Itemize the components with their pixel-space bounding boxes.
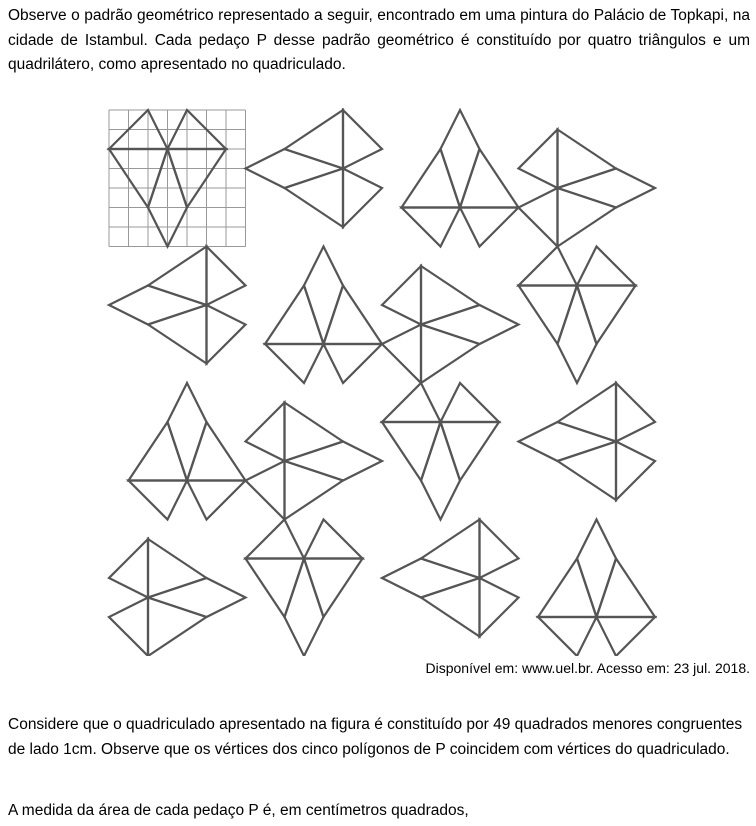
piece-triangle — [382, 383, 441, 422]
piece-triangle — [285, 403, 344, 462]
piece-triangle — [129, 481, 188, 520]
piece-triangle — [343, 110, 382, 169]
piece-triangle — [460, 149, 519, 208]
piece-quadrilateral — [421, 305, 519, 344]
piece-triangle — [187, 422, 246, 481]
piece-triangle — [324, 286, 383, 345]
piece-triangle — [402, 149, 461, 208]
piece-triangle — [246, 559, 305, 618]
piece-triangle — [480, 520, 519, 579]
geometric-pattern — [109, 110, 655, 656]
piece-triangle — [558, 188, 617, 247]
piece-triangle — [597, 559, 656, 618]
piece-triangle — [616, 383, 655, 442]
piece-triangle — [109, 149, 168, 208]
piece-triangle — [168, 149, 227, 208]
piece-triangle — [577, 247, 636, 286]
piece-quadrilateral — [519, 422, 617, 461]
piece-triangle — [343, 169, 382, 228]
piece-triangle — [246, 461, 285, 520]
piece-quadrilateral — [285, 442, 383, 481]
piece-triangle — [207, 247, 246, 306]
piece-triangle — [382, 266, 421, 325]
piece-triangle — [441, 383, 500, 422]
piece-triangle — [207, 305, 246, 364]
piece-triangle — [304, 520, 363, 559]
piece-quadrilateral — [441, 110, 480, 208]
question-text: A medida da área de cada pedaço P é, em centímetros quadrados, — [8, 802, 469, 819]
piece-triangle — [304, 559, 363, 618]
intro-paragraph: Observe o padrão geométrico representado a seguir, encontrado em uma pintura do Palácio de Topkapi, na cidade de Istambul. Cada pedaço P desse padrão geométrico é constituído por quatro triângulos e um quadrilátero, como apresentado no quadriculado. — [8, 7, 750, 73]
problem-statement: Considere que o quadriculado apresentado na figura é constituído por 49 quadrados menores congruentes de lado 1cm. Observe que os vértices dos cinco polígonos de P coincidem com vértices do quadriculado. — [8, 716, 743, 758]
piece-triangle — [246, 403, 285, 462]
piece-triangle — [421, 578, 480, 637]
piece-triangle — [519, 286, 578, 345]
piece-triangle — [246, 520, 305, 559]
piece-triangle — [519, 247, 578, 286]
piece-triangle — [382, 422, 441, 481]
piece-triangle — [519, 188, 558, 247]
piece-triangle — [558, 383, 617, 442]
piece-triangle — [265, 344, 324, 383]
piece-triangle — [129, 422, 188, 481]
piece-triangle — [285, 110, 344, 169]
piece-quadrilateral — [109, 286, 207, 325]
piece-triangle — [187, 481, 246, 520]
piece-triangle — [577, 286, 636, 345]
piece-triangle — [148, 539, 207, 598]
piece-triangle — [285, 461, 344, 520]
piece-triangle — [421, 266, 480, 325]
piece-triangle — [558, 130, 617, 189]
piece-quadrilateral — [382, 559, 480, 598]
piece-triangle — [109, 598, 148, 657]
piece-triangle — [421, 520, 480, 579]
piece-triangle — [441, 422, 500, 481]
piece-quadrilateral — [304, 247, 343, 345]
source-citation: Disponível em: www.uel.br. Acesso em: 23 jul. 2018. — [425, 660, 750, 676]
piece-quadrilateral — [421, 422, 460, 520]
piece-quadrilateral — [168, 383, 207, 481]
piece-triangle — [538, 559, 597, 618]
piece-triangle — [402, 208, 461, 247]
piece-quadrilateral — [558, 169, 656, 208]
piece-triangle — [148, 305, 207, 364]
piece-triangle — [460, 208, 519, 247]
piece-triangle — [324, 344, 383, 383]
piece-quadrilateral — [285, 559, 324, 657]
piece-triangle — [519, 130, 558, 189]
piece-triangle — [382, 325, 421, 384]
piece-triangle — [148, 247, 207, 306]
piece-triangle — [109, 539, 148, 598]
piece-quadrilateral — [558, 286, 597, 384]
piece-triangle — [597, 617, 656, 656]
piece-triangle — [421, 325, 480, 384]
topkapi-pattern-figure — [105, 108, 657, 656]
piece-quadrilateral — [577, 520, 616, 618]
piece-triangle — [558, 442, 617, 501]
piece-triangle — [148, 598, 207, 657]
piece-quadrilateral — [148, 578, 246, 617]
piece-triangle — [538, 617, 597, 656]
piece-triangle — [480, 578, 519, 637]
piece-quadrilateral — [246, 149, 344, 188]
piece-triangle — [265, 286, 324, 345]
piece-triangle — [285, 169, 344, 228]
piece-triangle — [616, 442, 655, 501]
